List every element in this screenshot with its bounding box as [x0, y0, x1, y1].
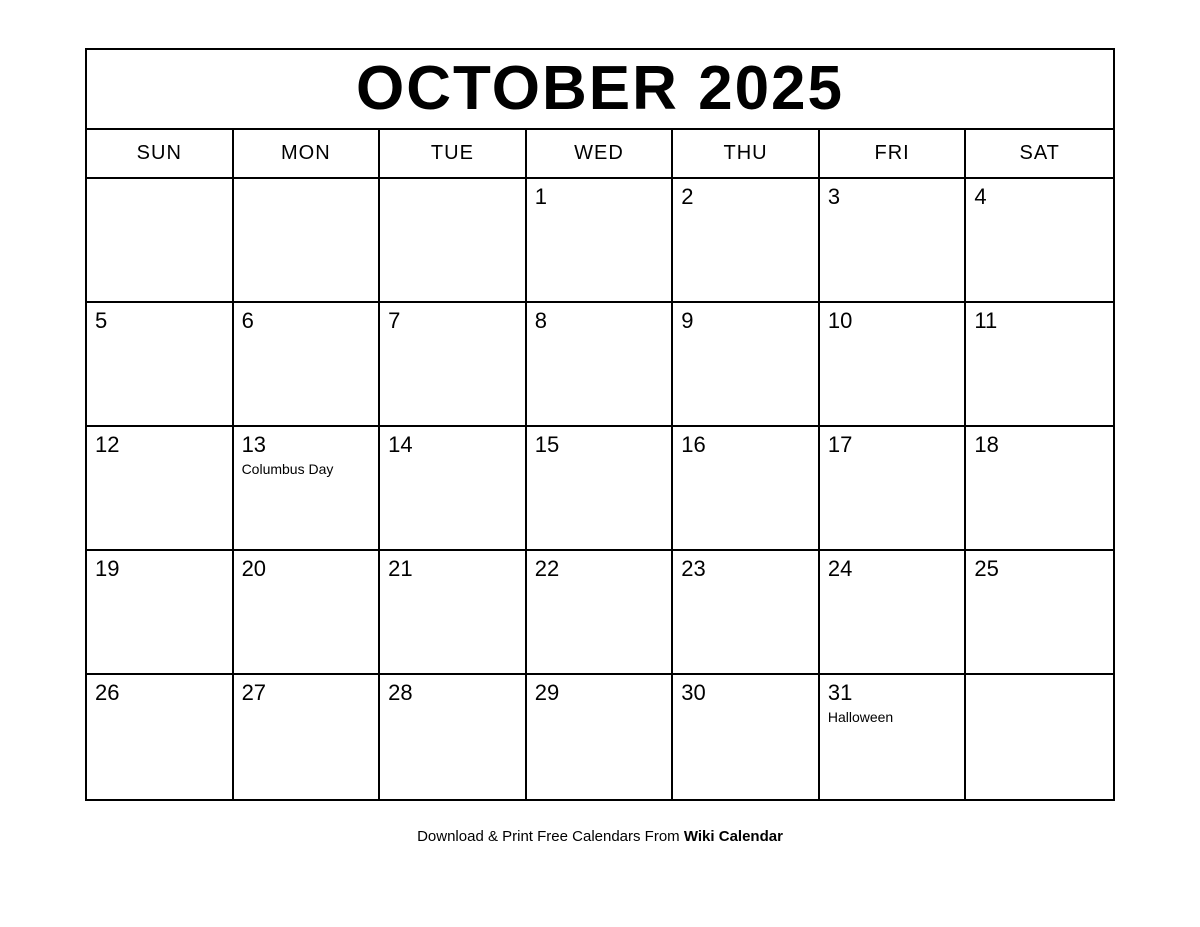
day-number: 23 — [681, 556, 706, 581]
weekday-header-sat: SAT — [1019, 142, 1060, 164]
day-cell[interactable] — [234, 551, 381, 673]
day-cell[interactable] — [380, 427, 527, 549]
day-cell[interactable] — [966, 427, 1113, 549]
day-cell[interactable] — [234, 303, 381, 425]
weekday-header-thu: THU — [673, 130, 820, 177]
footer-lead-text: Download & Print Free Calendars From — [417, 828, 684, 845]
weekday-header-mon: MON — [234, 130, 381, 177]
week-row — [87, 551, 1113, 675]
day-cell[interactable] — [820, 179, 967, 301]
day-number: 11 — [974, 308, 998, 333]
weekday-header-fri: FRI — [820, 130, 967, 177]
day-number: 31 — [827, 680, 853, 705]
day-number: 17 — [827, 432, 853, 457]
day-number: 15 — [534, 432, 560, 457]
day-cell[interactable] — [966, 179, 1113, 301]
day-number: 26 — [95, 680, 120, 705]
day-cell[interactable] — [527, 551, 674, 673]
day-cell[interactable] — [87, 303, 234, 425]
day-cell[interactable] — [234, 675, 381, 799]
day-number: 29 — [534, 680, 560, 705]
day-cell[interactable] — [966, 551, 1113, 673]
footer-credit — [0, 828, 1200, 845]
day-cell[interactable] — [966, 675, 1113, 799]
day-cell[interactable] — [87, 551, 234, 673]
day-cell[interactable] — [380, 551, 527, 673]
day-event: Halloween — [827, 709, 894, 726]
day-number: 6 — [241, 308, 254, 333]
day-number: 2 — [681, 184, 694, 209]
weekday-header-wed: WED — [527, 130, 674, 177]
day-cell[interactable] — [87, 427, 234, 549]
day-cell[interactable] — [673, 427, 820, 549]
day-cell[interactable] — [966, 303, 1113, 425]
day-number: 30 — [681, 680, 706, 705]
day-number: 8 — [534, 308, 547, 333]
day-cell[interactable] — [380, 179, 527, 301]
day-cell[interactable] — [380, 303, 527, 425]
day-cell[interactable] — [527, 303, 674, 425]
day-cell[interactable] — [87, 179, 234, 301]
weekday-header-row — [87, 130, 1113, 179]
day-number: 24 — [827, 556, 853, 581]
day-number: 14 — [388, 432, 413, 457]
day-number: 5 — [95, 308, 108, 333]
day-number: 16 — [681, 432, 706, 457]
calendar-title-bar — [87, 50, 1113, 130]
day-cell[interactable] — [673, 675, 820, 799]
day-number: 9 — [681, 308, 694, 333]
day-cell[interactable] — [820, 303, 967, 425]
day-number: 20 — [241, 556, 267, 581]
day-cell[interactable] — [673, 551, 820, 673]
day-number: 12 — [95, 432, 120, 457]
day-cell[interactable] — [820, 551, 967, 673]
calendar-grid — [87, 179, 1113, 799]
day-cell[interactable] — [820, 427, 967, 549]
weekday-header-tue: TUE — [380, 130, 527, 177]
week-row — [87, 427, 1113, 551]
day-cell[interactable] — [673, 303, 820, 425]
weekday-header-sun: SUN — [87, 130, 234, 177]
day-cell[interactable] — [673, 179, 820, 301]
calendar-container — [85, 48, 1115, 801]
day-number: 13 — [241, 432, 267, 457]
week-row — [87, 675, 1113, 799]
day-number: 25 — [974, 556, 999, 581]
day-cell[interactable] — [87, 675, 234, 799]
day-number: 21 — [388, 556, 413, 581]
day-number: 1 — [534, 184, 547, 209]
day-number: 7 — [388, 308, 401, 333]
day-number: 3 — [827, 184, 841, 209]
day-cell[interactable] — [820, 675, 967, 799]
page-title: OCTOBER 2025 — [355, 54, 845, 123]
day-cell[interactable] — [527, 179, 674, 301]
day-number: 10 — [827, 308, 853, 333]
day-number: 4 — [974, 184, 987, 209]
day-cell[interactable] — [527, 427, 674, 549]
day-number: 19 — [95, 556, 120, 581]
day-number: 28 — [388, 680, 413, 705]
week-row — [87, 179, 1113, 303]
day-cell[interactable] — [234, 427, 381, 549]
day-number: 27 — [241, 680, 267, 705]
week-row — [87, 303, 1113, 427]
day-cell[interactable] — [527, 675, 674, 799]
day-event: Columbus Day — [241, 461, 334, 478]
day-cell[interactable] — [234, 179, 381, 301]
day-cell[interactable] — [380, 675, 527, 799]
day-number: 18 — [974, 432, 999, 457]
footer-brand-name: Wiki Calendar — [683, 828, 783, 845]
day-number: 22 — [534, 556, 560, 581]
